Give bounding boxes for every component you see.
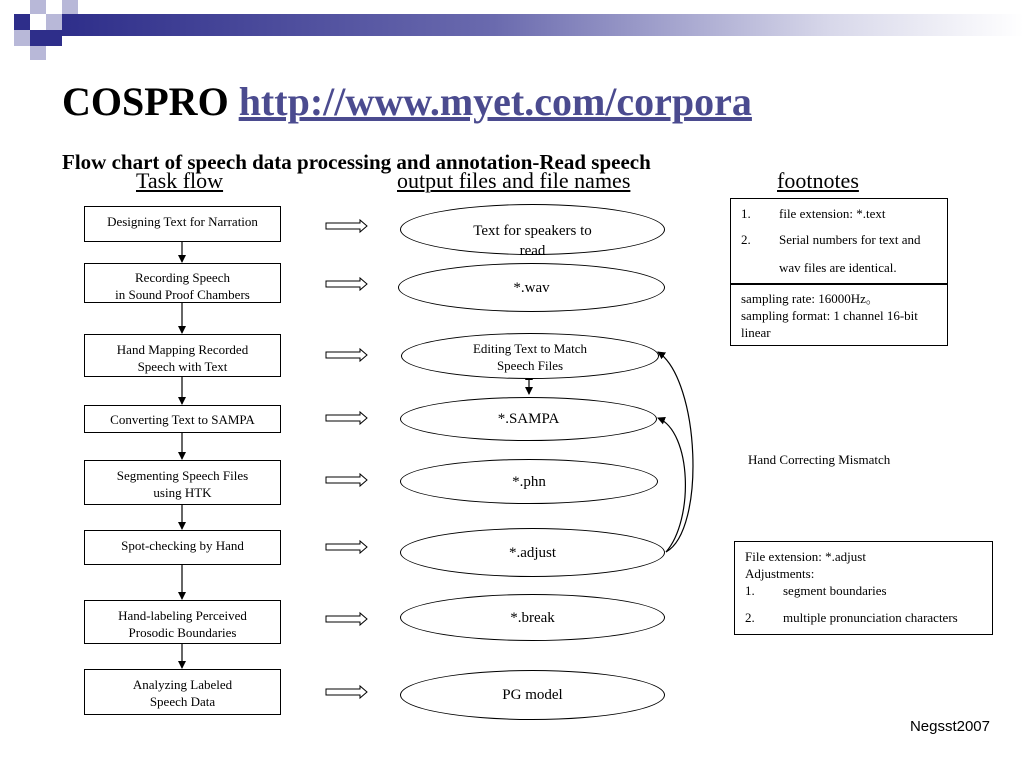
output-ellipse: [400, 528, 665, 577]
footnote-line: linear: [741, 325, 771, 340]
footnote-box-sampling: [730, 284, 948, 346]
output-arrow: [326, 613, 367, 625]
footnote-item-number: 1.: [745, 583, 755, 598]
task-line: Hand-labeling Perceived: [118, 608, 247, 623]
task-box: [84, 334, 281, 377]
output-ellipse: [400, 670, 665, 720]
task-line: Speech Data: [149, 694, 216, 709]
footnote-box-adjust: [734, 541, 993, 635]
output-line: *.phn: [512, 474, 546, 490]
output-arrow: [326, 278, 367, 290]
footnote-item-number: 2.: [741, 232, 751, 247]
task-line: Hand Mapping Recorded: [116, 342, 249, 357]
footnote-item: [741, 231, 941, 249]
output-arrow: [326, 412, 367, 424]
task-box: [84, 530, 281, 565]
task-line: Segmenting Speech Files: [116, 468, 249, 483]
output-arrow: [326, 474, 367, 486]
output-line: *.wav: [513, 280, 550, 296]
footnote-item: [745, 582, 986, 599]
footnote-line: sampling format: 1 channel 16-bit: [741, 308, 918, 323]
task-box: [84, 600, 281, 644]
output-ellipse: [400, 459, 658, 504]
task-line: Analyzing Labeled: [132, 677, 233, 692]
correction-arrow-to-editing: [658, 352, 693, 552]
output-line: read: [519, 243, 546, 259]
task-line: Speech with Text: [137, 359, 228, 374]
footnote-item-number: 2.: [745, 610, 755, 625]
output-line: PG model: [502, 687, 563, 703]
footnote-item-text: segment boundaries: [783, 583, 887, 598]
output-ellipse: [400, 594, 665, 641]
column-heading-output: output files and file names: [397, 168, 631, 193]
footnote-line: File extension: *.adjust: [745, 549, 866, 564]
output-line: *.adjust: [508, 545, 557, 561]
output-ellipse: [398, 263, 665, 312]
output-ellipse: [400, 397, 657, 441]
credit-text: Negsst2007: [909, 718, 990, 735]
output-line: *.SAMPA: [497, 411, 560, 427]
page-subtitle: Flow chart of speech data processing and annotation-Read speech: [62, 150, 651, 174]
output-line: Editing Text to Match: [472, 341, 588, 356]
output-line: *.break: [510, 610, 555, 626]
task-box: [84, 206, 281, 242]
task-box: [84, 669, 281, 715]
task-line: using HTK: [153, 485, 212, 500]
output-arrows: [326, 220, 367, 698]
footnote-line: Adjustments:: [745, 566, 815, 581]
output-arrow: [326, 220, 367, 232]
title-prefix: COSPRO: [62, 79, 229, 124]
title-link[interactable]: http://www.myet.com/corpora: [238, 79, 752, 124]
task-line: Converting Text to SAMPA: [110, 412, 255, 427]
output-ellipse: [400, 204, 665, 259]
annotation-hand-correcting: Hand Correcting Mismatch: [748, 452, 891, 467]
task-line: Spot-checking by Hand: [121, 538, 244, 553]
output-arrow: [326, 349, 367, 361]
footnote-item-text: Serial numbers for text and: [779, 232, 921, 247]
column-heading-task-flow: Task flow: [136, 168, 224, 193]
column-heading-footnotes: footnotes: [777, 168, 859, 193]
task-line: Recording Speech: [135, 270, 230, 285]
footnote-box-file-extension: [730, 198, 948, 284]
footnote-line: sampling rate: 16000Hz。: [741, 291, 879, 306]
task-box: [84, 405, 281, 433]
footnote-item-number: 1.: [741, 206, 751, 221]
output-arrow: [326, 541, 367, 553]
correction-arrow-to-sampa: [658, 418, 685, 552]
output-line: Text for speakers to: [473, 223, 592, 239]
footnote-item-continuation: wav files are identical.: [779, 260, 897, 275]
task-box: [84, 460, 281, 505]
footnote-item-text: file extension: *.text: [779, 206, 886, 221]
output-ellipse: [401, 333, 659, 379]
task-line: Designing Text for Narration: [107, 214, 258, 229]
task-box: [84, 263, 281, 303]
footnote-item: [741, 205, 941, 223]
footnote-item: [745, 609, 986, 626]
task-line: Prosodic Boundaries: [128, 625, 237, 640]
task-line: in Sound Proof Chambers: [115, 287, 250, 302]
output-arrow: [326, 686, 367, 698]
footnote-item-text: multiple pronunciation characters: [783, 610, 958, 625]
output-line: Speech Files: [496, 358, 564, 373]
